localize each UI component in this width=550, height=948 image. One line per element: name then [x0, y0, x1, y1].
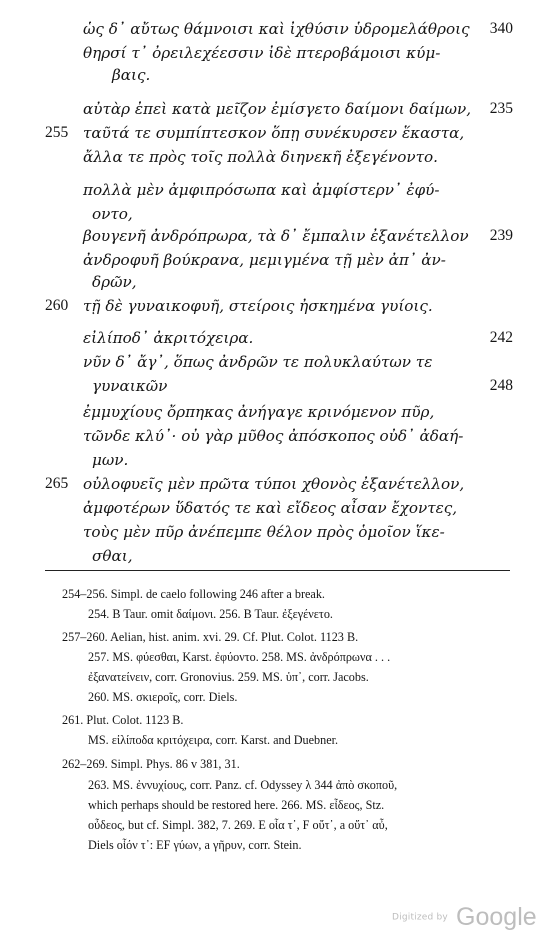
verse-line	[0, 326, 550, 350]
footnote-text: οὖδεος, but cf. Simpl. 382, 7. 269. E οἷα τ᾿, F οὔτ᾿, a οὔτ᾿ αὖ,	[88, 818, 388, 832]
verse-text: εἰλίποδ᾿ ἀκριτόχειρα.	[83, 329, 254, 347]
verse-text: μων.	[92, 451, 129, 469]
verse-line	[0, 145, 550, 169]
verse-line	[0, 63, 550, 87]
footnote-text: 257. MS. φύεσθαι, Karst. ἐφύοντο. 258. MS. ἀνδρόπρωνα . . .	[88, 650, 391, 664]
verse-text: ἀμφοτέρων ὕδατός τε καὶ εἴδεος αἶσαν ἔχοντες,	[83, 499, 458, 517]
footnote-line	[0, 835, 550, 855]
verse-line	[0, 374, 550, 398]
footnote-separator-rule	[45, 570, 510, 571]
verse-text: ὡς δ᾿ αὔτως θάμνοισι καὶ ἰχθύσιν ὑδρομελάθροις	[83, 20, 470, 38]
verse-line	[0, 424, 550, 448]
verse-text: σθαι,	[92, 547, 133, 565]
verse-line	[0, 121, 550, 145]
verse-line	[0, 294, 550, 318]
verse-text: τοὺς μὲν πῦρ ἀνέπεμπε θέλον πρὸς ὁμοῖον ἵκε-	[83, 523, 445, 541]
verse-text: ἐμμυχίους ὄρπηκας ἀνήγαγε κρινόμενον πῦρ,	[83, 403, 435, 421]
line-number: 265	[45, 475, 69, 492]
verse-line	[0, 520, 550, 544]
footnote-line	[0, 775, 550, 795]
footnote-text: 263. MS. ἐννυχίους, corr. Panz. cf. Odyssey λ 344 ἀπὸ σκοποῦ,	[88, 778, 398, 792]
verse-text: ἄλλα τε πρὸς τοῖς πολλὰ διηνεκῆ ἐξεγένοντο.	[83, 148, 438, 166]
verse-text: γυναικῶν	[92, 377, 168, 395]
verse-line	[0, 472, 550, 496]
footnote-line	[0, 604, 550, 624]
verse-line	[0, 41, 550, 65]
line-number: 242	[489, 329, 513, 346]
verse-line	[0, 270, 550, 294]
verse-text: βαις.	[112, 66, 151, 84]
line-number: 260	[45, 297, 69, 314]
verse-text: βουγενῆ ἀνδρόπρωρα, τὰ δ᾿ ἔμπαλιν ἐξανέτελλον	[83, 227, 469, 245]
footnote-text: ἐξανατείνειν, corr. Gronovius. 259. MS. ὑπ᾿, corr. Jacobs.	[88, 670, 369, 684]
watermark-prefix: Digitized by	[392, 912, 448, 923]
footnote-text: 260. MS. σκιεροῖς, corr. Diels.	[88, 690, 238, 704]
google-digitized-watermark	[392, 903, 537, 939]
footnote-line	[0, 667, 550, 687]
verse-text: ταῦτά τε συμπίπτεσκον ὅπῃ συνέκυρσεν ἕκαστα,	[83, 124, 465, 142]
verse-line	[0, 202, 550, 226]
footnote-line	[0, 710, 550, 730]
verse-text: δρῶν,	[92, 273, 137, 291]
verse-line	[0, 350, 550, 374]
verse-line	[0, 400, 550, 424]
line-number: 239	[489, 227, 513, 244]
verse-line	[0, 544, 550, 568]
verse-text: ἀνδροφυῆ βούκρανα, μεμιγμένα τῇ μὲν ἀπ᾿ ἀν-	[83, 251, 446, 269]
line-number: 255	[45, 124, 69, 141]
verse-text: τῇ δὲ γυναικοφυῆ, στείροις ἠσκημένα γυίοις.	[83, 297, 433, 315]
footnote-text: MS. εἰλίποδα κριτόχειρα, corr. Karst. and Duebner.	[88, 733, 339, 747]
verse-line	[0, 97, 550, 121]
verse-text: τῶνδε κλύ᾿· οὐ γὰρ μῦθος ἀπόσκοπος οὐδ᾿ ἀδαή-	[83, 427, 464, 445]
verse-text: πολλὰ μὲν ἀμφιπρόσωπα καὶ ἀμφίστερν᾿ ἐφύ-	[83, 181, 440, 199]
verse-line	[0, 496, 550, 520]
verse-text: οὐλοφυεῖς μὲν πρῶτα τύποι χθονὸς ἐξανέτελλον,	[83, 475, 465, 493]
verse-text: νῦν δ᾿ ἄγ᾿, ὅπως ἀνδρῶν τε πολυκλαύτων τε	[83, 353, 433, 371]
verse-text: θηρσί τ᾿ ὀρειλεχέεσσιν ἰδὲ πτεροβάμοισι κύμ-	[83, 44, 441, 62]
footnote-text: 254. B Taur. omit δαίμονι. 256. B Taur. ἐξεγένετο.	[88, 607, 333, 621]
footnote-line	[0, 815, 550, 835]
footnote-line	[0, 627, 550, 647]
verse-text: οντο,	[92, 205, 133, 223]
footnote-line	[0, 754, 550, 774]
line-number: 248	[489, 377, 513, 394]
footnote-text: 257–260. Aelian, hist. anim. xvi. 29. Cf. Plut. Colot. 1123 B.	[62, 630, 359, 644]
footnote-text: Diels οἷόν τ᾿: EF γύων, a γῆρυν, corr. Stein.	[88, 838, 302, 852]
footnote-line	[0, 687, 550, 707]
verse-text: αὐτὰρ ἐπεὶ κατὰ μεῖζον ἐμίσγετο δαίμονι δαίμων,	[83, 100, 472, 118]
footnote-text: 262–269. Simpl. Phys. 86 v 381, 31.	[62, 757, 240, 771]
verse-line	[0, 448, 550, 472]
footnote-text: 261. Plut. Colot. 1123 B.	[62, 713, 184, 727]
footnote-text: 254–256. Simpl. de caelo following 246 after a break.	[62, 587, 325, 601]
verse-line	[0, 224, 550, 248]
footnote-text: which perhaps should be restored here. 266. MS. εἶδεος, Stz.	[88, 798, 385, 812]
footnote-line	[0, 584, 550, 604]
verse-line	[0, 178, 550, 202]
verse-line	[0, 17, 550, 41]
watermark-brand-logo: Google	[456, 903, 537, 931]
line-number: 235	[489, 100, 513, 117]
footnote-line	[0, 795, 550, 815]
footnote-line	[0, 647, 550, 667]
footnote-line	[0, 730, 550, 750]
verse-line	[0, 248, 550, 272]
line-number: 340	[489, 20, 513, 37]
